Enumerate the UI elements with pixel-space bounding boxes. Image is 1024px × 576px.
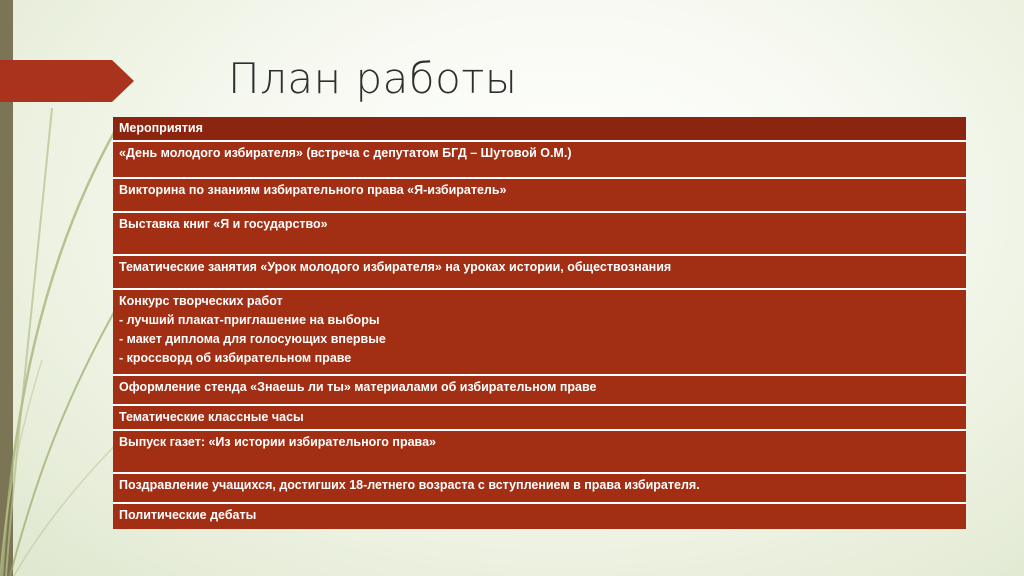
table-row [113, 430, 966, 473]
table-cell: Тематические классные часы [113, 405, 966, 430]
table-cell: Поздравление учащихся, достигших 18-летнего возраста с вступлением в права избирателя. [113, 473, 966, 503]
events-table [113, 117, 966, 529]
table-cell: Выставка книг «Я и государство» [113, 212, 966, 255]
table-cell: Оформление стенда «Знаешь ли ты» материалами об избирательном праве [113, 375, 966, 405]
table-header-row [113, 117, 966, 141]
table-row [113, 141, 966, 178]
table-row [113, 503, 966, 529]
table-row [113, 255, 966, 289]
table-cell: Викторина по знаниям избирательного права «Я-избиратель» [113, 178, 966, 212]
table-row [113, 178, 966, 212]
title-accent-arrow [0, 60, 134, 102]
table-row [113, 375, 966, 405]
table-cell: Конкурс творческих работ - лучший плакат-приглашение на выборы - макет диплома для голосующих впервые - кроссворд об избирательном праве [113, 289, 966, 375]
grass-blade [6, 108, 52, 576]
slide-title: План работы [228, 54, 518, 103]
grass-blade [0, 360, 42, 576]
table-cell: Выпуск газет: «Из истории избирательного права» [113, 430, 966, 473]
table-cell: Тематические занятия «Урок молодого избирателя» на уроках истории, обществознания [113, 255, 966, 289]
table-cell: Политические дебаты [113, 503, 966, 529]
table-cell: «День молодого избирателя» (встреча с депутатом БГД – Шутовой О.М.) [113, 141, 966, 178]
table-row [113, 212, 966, 255]
table-header-cell: Мероприятия [113, 117, 966, 141]
table-row [113, 289, 966, 375]
table-row [113, 405, 966, 430]
table-row [113, 473, 966, 503]
